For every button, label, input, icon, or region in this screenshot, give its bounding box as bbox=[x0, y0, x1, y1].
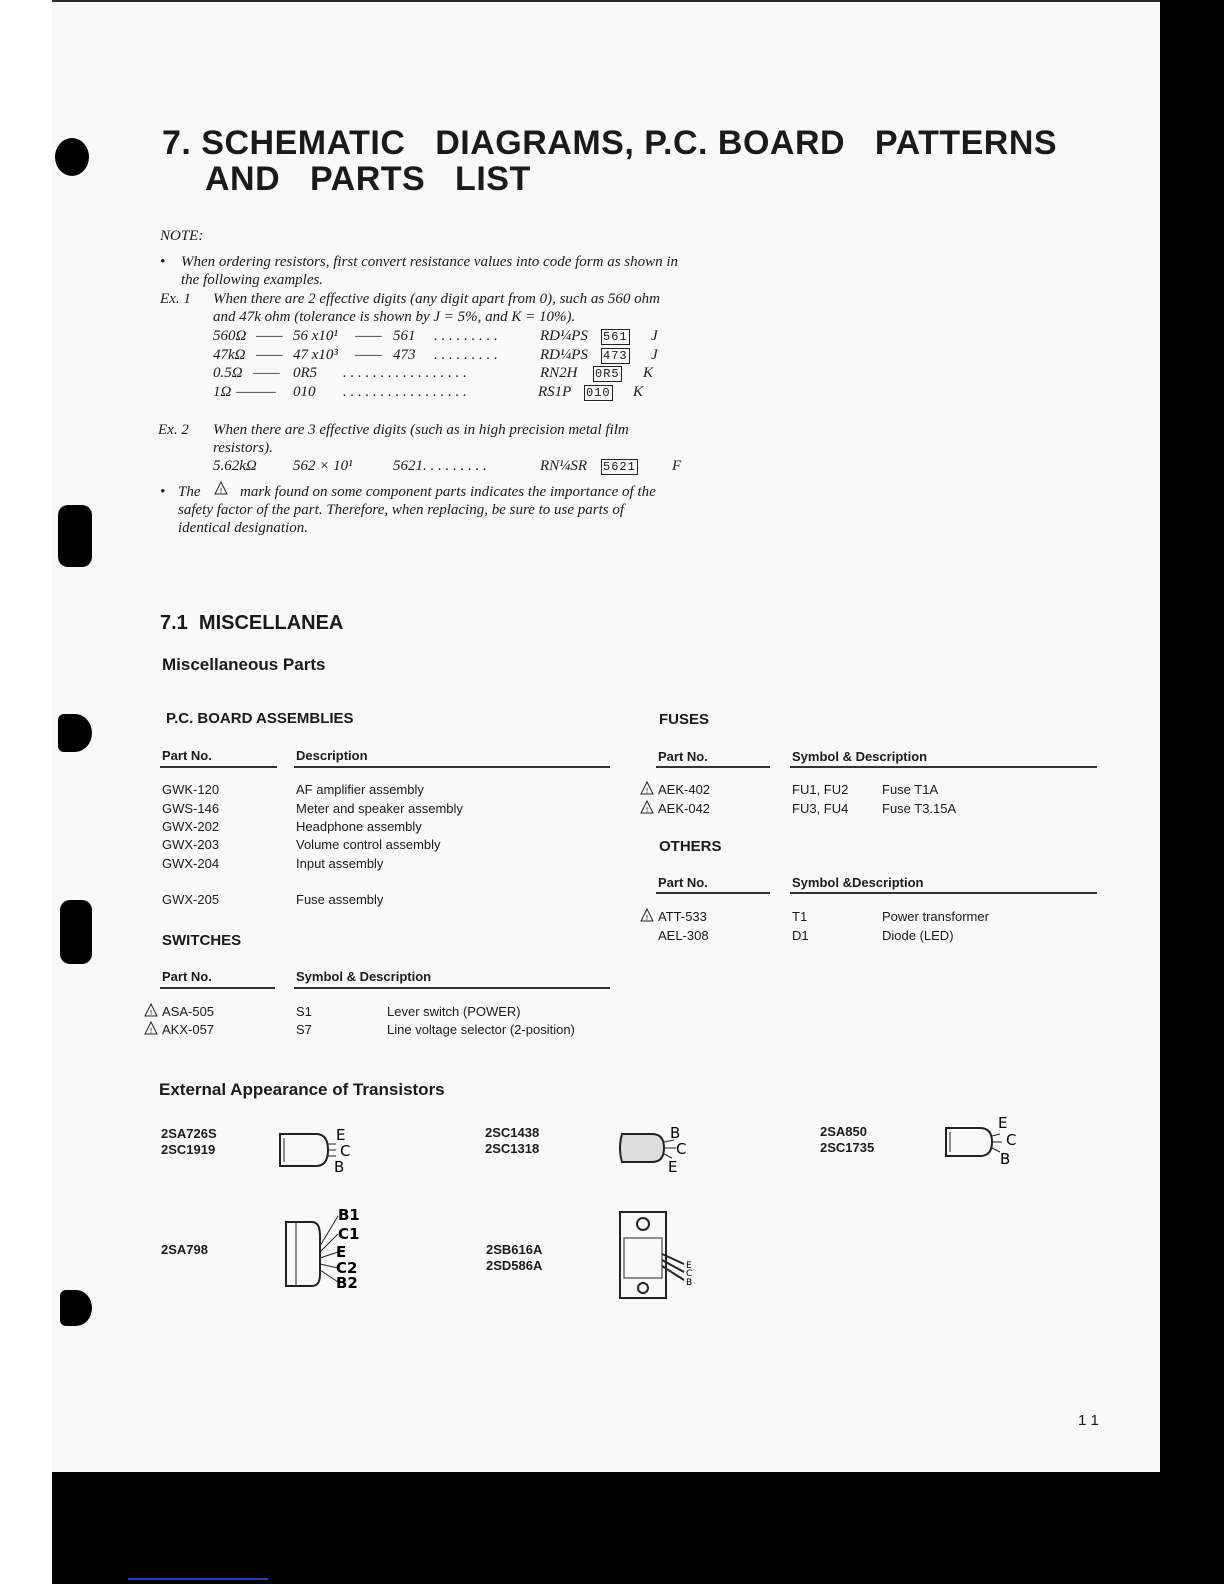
divider bbox=[160, 987, 275, 989]
svg-text:!: ! bbox=[645, 787, 649, 795]
divider bbox=[294, 987, 610, 989]
dash: ——— bbox=[236, 384, 277, 400]
divider bbox=[656, 766, 770, 768]
divider bbox=[656, 892, 770, 894]
divider bbox=[790, 766, 1097, 768]
transistor-to92-icon bbox=[276, 1124, 356, 1176]
pcb-col-part: Part No. bbox=[162, 748, 212, 763]
transistors-heading: External Appearance of Transistors bbox=[159, 1080, 445, 1099]
section-heading: 7.1 MISCELLANEA bbox=[160, 612, 344, 634]
svg-text:!: ! bbox=[219, 487, 223, 495]
section-subheading: Miscellaneous Parts bbox=[162, 655, 326, 674]
fuses-col-desc: Symbol & Description bbox=[792, 749, 928, 764]
bullet-dot: • bbox=[160, 484, 166, 500]
transistor-to92-icon bbox=[616, 1122, 696, 1176]
divider bbox=[160, 766, 277, 768]
transistor-to220-icon bbox=[612, 1208, 698, 1304]
svg-text:E: E bbox=[686, 1261, 692, 1271]
pcb-heading: P.C. BOARD ASSEMBLIES bbox=[166, 710, 354, 727]
warning-triangle-icon bbox=[144, 1021, 158, 1035]
svg-text:B1: B1 bbox=[338, 1206, 360, 1224]
svg-text:C: C bbox=[676, 1140, 687, 1158]
pcb-col-desc: Description bbox=[296, 748, 368, 763]
transistor-type: 2SC1735 bbox=[820, 1140, 875, 1155]
divider bbox=[790, 892, 1097, 894]
switches-col-part: Part No. bbox=[162, 969, 212, 984]
svg-text:B: B bbox=[334, 1158, 345, 1176]
svg-text:!: ! bbox=[645, 806, 649, 814]
others-col-desc: Symbol &Description bbox=[792, 875, 924, 890]
transistor-type: 2SD586A bbox=[486, 1258, 543, 1273]
code-box: 473 bbox=[603, 349, 628, 363]
warning-triangle-icon bbox=[640, 908, 654, 922]
transistor-type: 2SB616A bbox=[486, 1242, 543, 1257]
others-heading: OTHERS bbox=[659, 838, 722, 855]
binder-hole bbox=[58, 714, 92, 752]
transistor-type: 2SA726S bbox=[161, 1126, 217, 1141]
dash: —— bbox=[253, 365, 280, 381]
transistor-type: 2SA798 bbox=[161, 1242, 208, 1257]
switches-col-desc: Symbol & Description bbox=[296, 969, 432, 984]
code-box: 561 bbox=[603, 330, 628, 344]
ex2-line1: When there are 3 effective digits (such as in high precision metal film bbox=[213, 422, 629, 438]
binder-hole bbox=[58, 505, 92, 567]
svg-text:E: E bbox=[336, 1126, 346, 1144]
svg-text:C: C bbox=[1006, 1131, 1017, 1149]
transistor-type: 2SA850 bbox=[820, 1124, 867, 1139]
note-label: NOTE: bbox=[160, 228, 204, 244]
scan-border-bottom bbox=[52, 1472, 1160, 1584]
svg-text:B: B bbox=[670, 1124, 681, 1142]
document-page bbox=[52, 0, 1160, 1474]
svg-text:!: ! bbox=[645, 914, 649, 922]
svg-text:B2: B2 bbox=[336, 1274, 358, 1292]
page-number: 1 1 bbox=[1078, 1412, 1099, 1429]
scan-border-right bbox=[1160, 0, 1224, 1584]
note-bullet1-line1: When ordering resistors, first convert resistance values into code form as shown in bbox=[181, 254, 679, 270]
warning-triangle-icon bbox=[214, 481, 228, 495]
warning-triangle-icon bbox=[640, 781, 654, 795]
ex1-line1: When there are 2 effective digits (any digit apart from 0), such as 560 ohm bbox=[213, 291, 661, 307]
code-box: 010 bbox=[586, 386, 611, 400]
svg-text:E: E bbox=[336, 1243, 347, 1261]
page-title-continued: AND PARTS LIST bbox=[205, 160, 531, 198]
note-bullet2-line3: identical designation. bbox=[178, 520, 308, 536]
switches-heading: SWITCHES bbox=[162, 932, 242, 949]
svg-text:B: B bbox=[1000, 1150, 1011, 1168]
note-bullet2-line2: safety factor of the part. Therefore, when replacing, be sure to use parts of bbox=[178, 502, 625, 518]
svg-text:C: C bbox=[686, 1269, 693, 1279]
ex2-label: Ex. 2 bbox=[158, 422, 189, 438]
warning-triangle-icon bbox=[144, 1003, 158, 1017]
svg-text:!: ! bbox=[149, 1009, 153, 1017]
dash: —— bbox=[256, 328, 283, 344]
dash: —— bbox=[355, 328, 382, 344]
divider bbox=[294, 766, 610, 768]
svg-text:E: E bbox=[668, 1158, 678, 1176]
others-col-part: Part No. bbox=[658, 875, 708, 890]
binder-hole bbox=[60, 1290, 92, 1326]
ex2-line2: resistors). bbox=[213, 440, 273, 456]
scan-artifact-line bbox=[128, 1578, 268, 1580]
code-box: 0R5 bbox=[595, 367, 620, 381]
fuses-heading: FUSES bbox=[659, 711, 710, 728]
binder-hole bbox=[60, 900, 92, 964]
ex1-label: Ex. 1 bbox=[160, 291, 191, 307]
transistor-type: 2SC1318 bbox=[485, 1141, 540, 1156]
svg-text:E: E bbox=[998, 1114, 1008, 1132]
transistor-type: 2SC1438 bbox=[485, 1125, 540, 1140]
fuses-col-part: Part No. bbox=[658, 749, 708, 764]
svg-text:C2: C2 bbox=[336, 1259, 358, 1277]
svg-text:!: ! bbox=[149, 1027, 153, 1035]
dash: —— bbox=[256, 347, 283, 363]
bullet-dot: • bbox=[160, 254, 166, 270]
ex1-line2: and 47k ohm (tolerance is shown by J = 5%, and K = 10%). bbox=[213, 309, 576, 325]
note-bullet2-pre: The bbox=[178, 484, 201, 500]
page-title: 7. SCHEMATIC DIAGRAMS, P.C. BOARD PATTERNS bbox=[162, 124, 1058, 162]
transistor-type: 2SC1919 bbox=[161, 1142, 216, 1157]
note-bullet2-line1: mark found on some component parts indicates the importance of the bbox=[240, 484, 656, 500]
svg-text:C: C bbox=[340, 1142, 351, 1160]
binder-hole bbox=[55, 138, 89, 176]
transistor-dual-icon bbox=[282, 1202, 372, 1296]
svg-text:C1: C1 bbox=[338, 1225, 360, 1243]
code-box: 5621 bbox=[603, 460, 636, 474]
transistor-to92-icon bbox=[942, 1114, 1022, 1168]
svg-text:B: B bbox=[686, 1278, 693, 1288]
dash: —— bbox=[355, 347, 382, 363]
note-bullet1-line2: the following examples. bbox=[181, 272, 324, 288]
warning-triangle-icon bbox=[640, 800, 654, 814]
